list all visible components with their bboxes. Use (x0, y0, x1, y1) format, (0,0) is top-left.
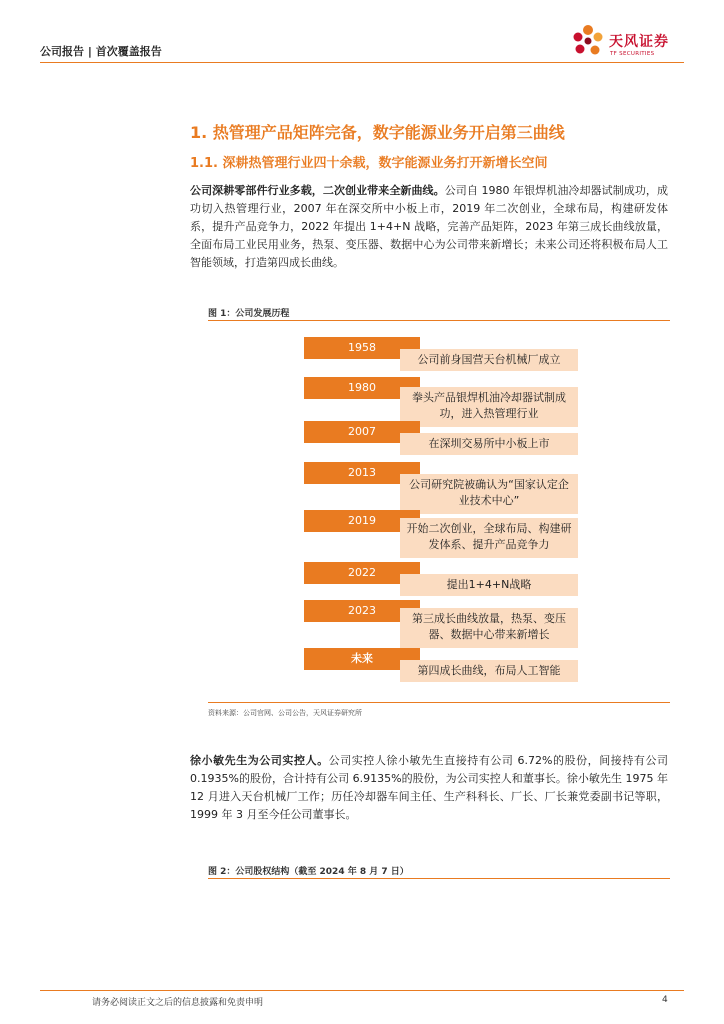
timeline-year: 2019 (304, 510, 420, 532)
timeline-event: 在深圳交易所中小板上市 (400, 433, 578, 455)
timeline-year: 1980 (304, 377, 420, 399)
timeline-row (304, 377, 576, 420)
timeline-event: 第四成长曲线，布局人工智能 (400, 660, 578, 682)
footer-divider (40, 990, 684, 991)
figure1-bottom-rule (208, 702, 670, 703)
timeline-event: 拳头产品银焊机油冷却器试制成功，进入热管理行业 (400, 387, 578, 427)
figure1-source: 资料来源：公司官网、公司公告，天风证券研究所 (208, 709, 362, 717)
timeline-year: 2007 (304, 421, 420, 443)
report-type-label (40, 43, 162, 59)
paragraph-lead: 公司深耕零部件行业多载，二次创业带来全新曲线。 (190, 184, 445, 197)
timeline-event: 第三成长曲线放量，热泵、变压器、数据中心带来新增长 (400, 608, 578, 648)
timeline-row (304, 421, 576, 449)
footer-disclaimer: 请务必阅读正文之后的信息披露和免责申明 (92, 998, 264, 1008)
timeline-year: 未来 (304, 648, 420, 670)
header-separator: | (87, 45, 92, 58)
logo-name: 天风证券 (609, 34, 669, 50)
figure1-title: 图 1：公司发展历程 (208, 309, 290, 319)
figure2-top-rule (208, 878, 670, 879)
timeline-year: 2022 (304, 562, 420, 584)
timeline-row (304, 337, 576, 365)
logo-subtitle: TF SECURITIES (610, 51, 655, 57)
paragraph-history (190, 182, 668, 272)
timeline-row (304, 462, 576, 507)
timeline-event: 提出1+4+N战略 (400, 574, 578, 596)
figure1-top-rule (208, 320, 670, 321)
paragraph-controller (190, 752, 668, 824)
timeline-year: 1958 (304, 337, 420, 359)
timeline-year: 2023 (304, 600, 420, 622)
page-number: 4 (662, 995, 668, 1005)
timeline-event: 开始二次创业，全球布局、构建研发体系、提升产品竞争力 (400, 518, 578, 558)
timeline-row (304, 648, 576, 676)
tf-flower-logo-icon (568, 22, 608, 62)
subsection-heading: 1.1. 深耕热管理行业四十余载，数字能源业务打开新增长空间 (190, 156, 548, 171)
section-heading: 1. 热管理产品矩阵完备，数字能源业务开启第三曲线 (190, 123, 565, 142)
header-divider (40, 62, 684, 63)
report-type: 公司报告 (40, 45, 84, 58)
paragraph-body: 公司实控人徐小敏先生直接持有公司 6.72%的股份，间接持有公司 0.1935%的股份，合计持有公司 6.9135%的股份，为公司实控人和董事长。徐小敏先生 1975 年 12 月进入天台机械厂工作；历任冷却器车间主任、生产科科长、厂长、厂长兼党委副书记等职，1999 年 3 月至今任公司董事长。 (190, 754, 668, 821)
paragraph-lead: 徐小敏先生为公司实控人。 (190, 754, 329, 767)
paragraph-body: 公司自 1980 年银焊机油冷却器试制成功，成功切入热管理行业，2007 年在深交所中小板上市，2019 年二次创业，全球布局，构建研发体系，提升产品竞争力，2022 年提出 1+4+N 战略，完善产品矩阵，2023 年第三成长曲线放量，全面布局工业民用业务，热泵、变压器、数据中心为公司带来新增长；未来公司还将积极布局人工智能领域，打造第四成长曲线。 (190, 184, 668, 269)
report-subtype: 首次覆盖报告 (95, 45, 162, 58)
timeline-year: 2013 (304, 462, 420, 484)
timeline-event: 公司研究院被确认为“国家认定企业技术中心” (400, 474, 578, 514)
timeline-row (304, 600, 576, 641)
timeline-row (304, 510, 576, 551)
timeline-event: 公司前身国营天台机械厂成立 (400, 349, 578, 371)
timeline-row (304, 562, 576, 590)
figure2-title: 图 2：公司股权结构（截至 2024 年 8 月 7 日） (208, 867, 409, 877)
